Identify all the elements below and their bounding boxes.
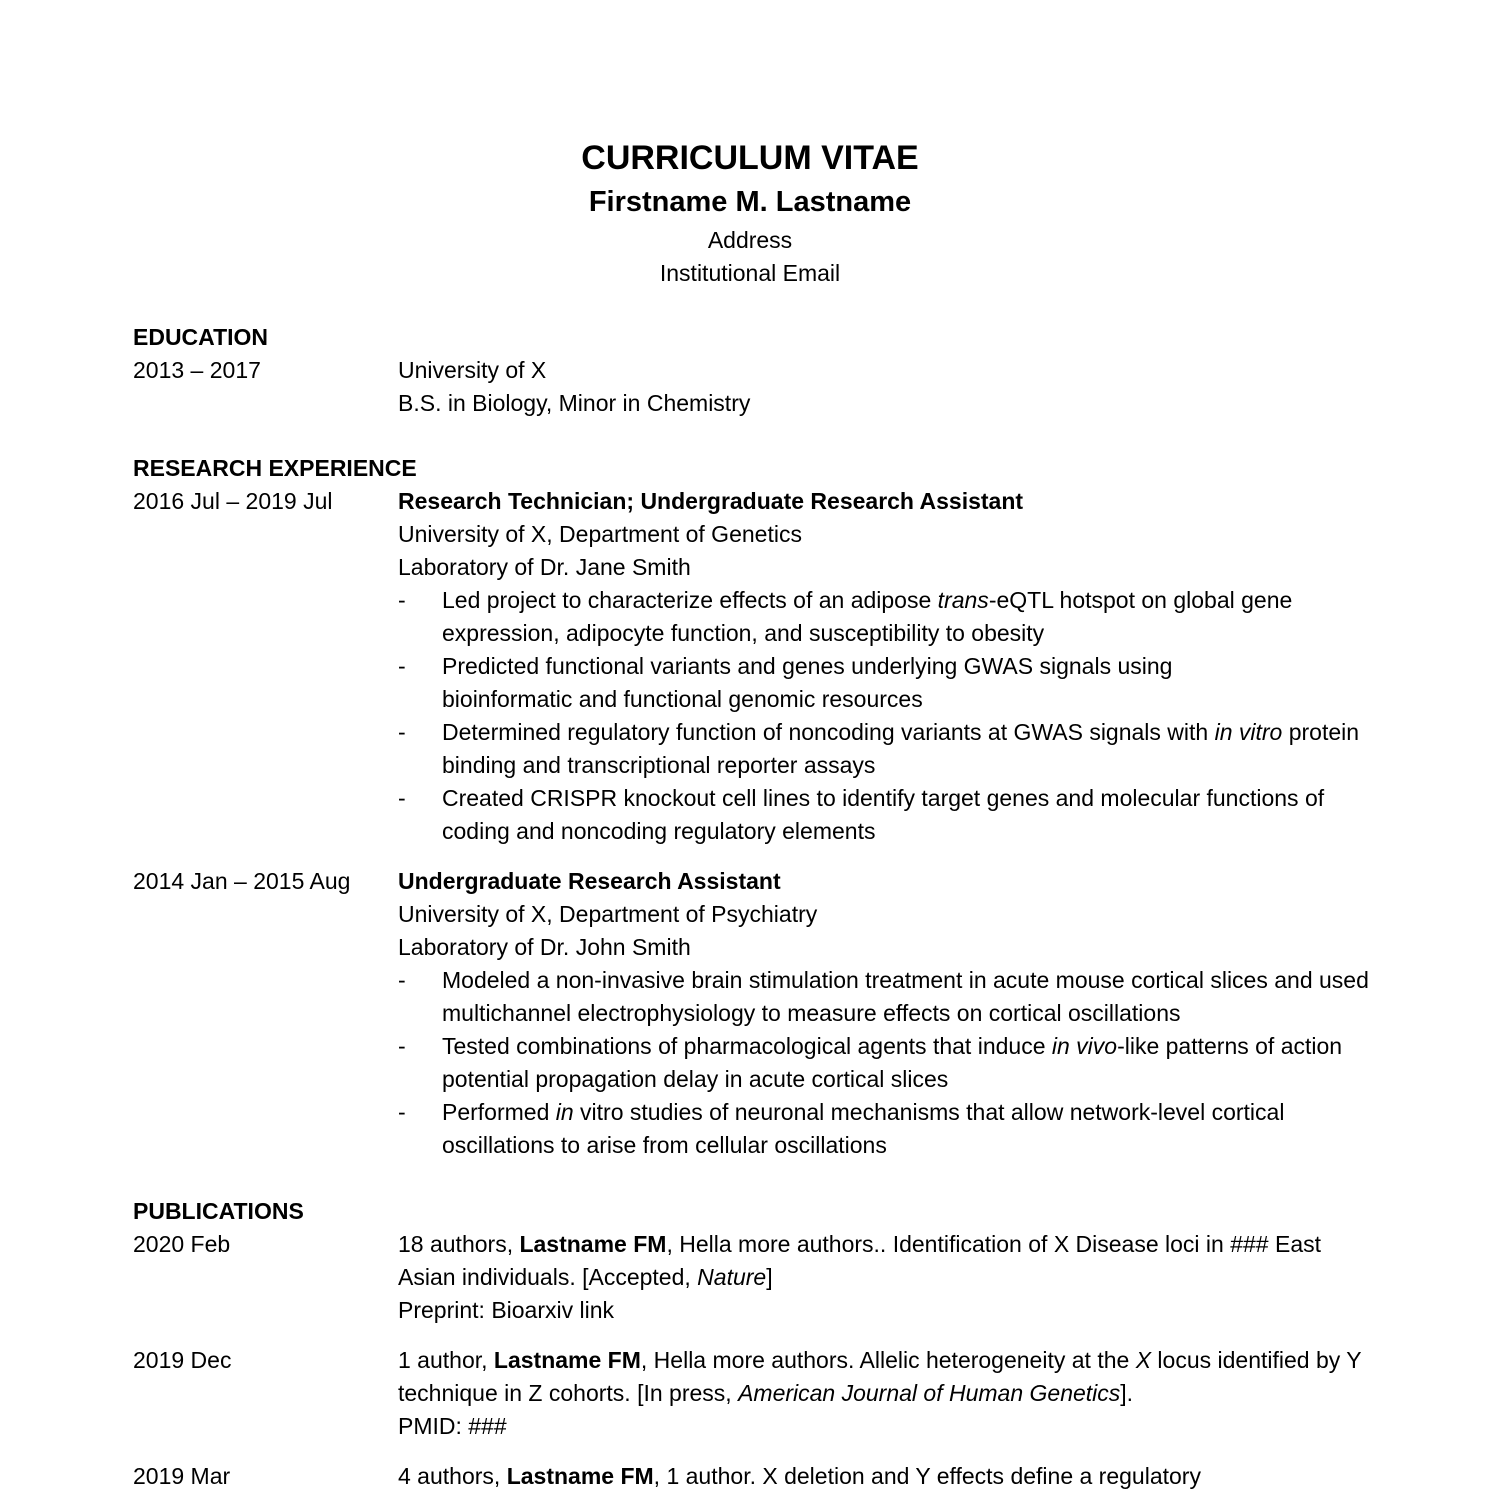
entry-dates: 2014 Jan – 2015 Aug	[133, 868, 351, 894]
citation: 18 authors, Lastname FM, Hella more authors.. Identification of X Disease loci in ### East Asian individuals. [Accepted, Nature]	[398, 1231, 1322, 1290]
role-title: Undergraduate Research Assistant	[398, 868, 781, 894]
role-title: Research Technician; Undergraduate Research Assistant	[398, 488, 1024, 514]
list-item: - Created CRISPR knockout cell lines to identify target genes and molecular functions of coding and noncoding regulatory elements	[398, 782, 1373, 848]
publication-entry	[133, 1228, 1373, 1327]
publication-entry	[133, 1460, 1373, 1493]
research-section	[133, 452, 1373, 1162]
lab-name: Laboratory of Dr. John Smith	[398, 934, 691, 960]
bullet-list	[398, 584, 1373, 848]
education-section	[133, 321, 1373, 420]
section-heading: RESEARCH EXPERIENCE	[133, 455, 417, 481]
research-entry	[133, 865, 1373, 1162]
person-name: Firstname M. Lastname	[588, 186, 912, 218]
list-item: - Predicted functional variants and genes underlying GWAS signals using bioinformatic and functional genomic resources	[398, 650, 1373, 716]
publication-date: 2019 Dec	[133, 1347, 232, 1373]
publications-section	[133, 1195, 1373, 1493]
list-item: - Determined regulatory function of noncoding variants at GWAS signals with in vitro protein binding and transcriptional reporter assays	[398, 716, 1373, 782]
institution: University of X, Department of Genetics	[398, 521, 802, 547]
preprint-link[interactable]: Preprint: Bioarxiv link	[398, 1297, 615, 1323]
cv-title: CURRICULUM VITAE	[581, 139, 919, 177]
entry-dates: 2013 – 2017	[133, 357, 261, 383]
list-item: - Performed in vitro studies of neuronal mechanisms that allow network-level cortical oscillations to arise from cellular oscillations	[398, 1096, 1373, 1162]
section-heading: EDUCATION	[133, 324, 269, 350]
publication-entry	[133, 1344, 1373, 1443]
research-entry	[133, 485, 1373, 848]
citation: 4 authors, Lastname FM, 1 author. X deletion and Y effects define a regulatory	[398, 1463, 1201, 1489]
lab-name: Laboratory of Dr. Jane Smith	[398, 554, 691, 580]
pmid: PMID: ###	[398, 1413, 507, 1439]
entry-dates: 2016 Jul – 2019 Jul	[133, 488, 333, 514]
degree: B.S. in Biology, Minor in Chemistry	[398, 390, 751, 416]
cv-header	[0, 136, 1500, 290]
education-entry	[133, 354, 1373, 420]
publication-date: 2019 Mar	[133, 1463, 231, 1489]
institution: University of X, Department of Psychiatry	[398, 901, 818, 927]
bullet-list	[398, 964, 1373, 1162]
address: Address	[707, 227, 793, 253]
list-item: - Modeled a non-invasive brain stimulation treatment in acute mouse cortical slices and used multichannel electrophysiology to measure effects on cortical oscillations	[398, 964, 1373, 1030]
list-item: - Led project to characterize effects of an adipose trans-eQTL hotspot on global gene expression, adipocyte function, and susceptibility to obesity	[398, 584, 1373, 650]
publication-date: 2020 Feb	[133, 1231, 231, 1257]
list-item: - Tested combinations of pharmacological agents that induce in vivo-like patterns of action potential propagation delay in acute cortical slices	[398, 1030, 1373, 1096]
email: Institutional Email	[659, 260, 841, 286]
section-heading: PUBLICATIONS	[133, 1198, 304, 1224]
citation: 1 author, Lastname FM, Hella more authors. Allelic heterogeneity at the X locus identified by Y technique in Z cohorts. [In press, American Journal of Human Genetics].	[398, 1347, 1362, 1406]
school-name: University of X	[398, 357, 547, 383]
